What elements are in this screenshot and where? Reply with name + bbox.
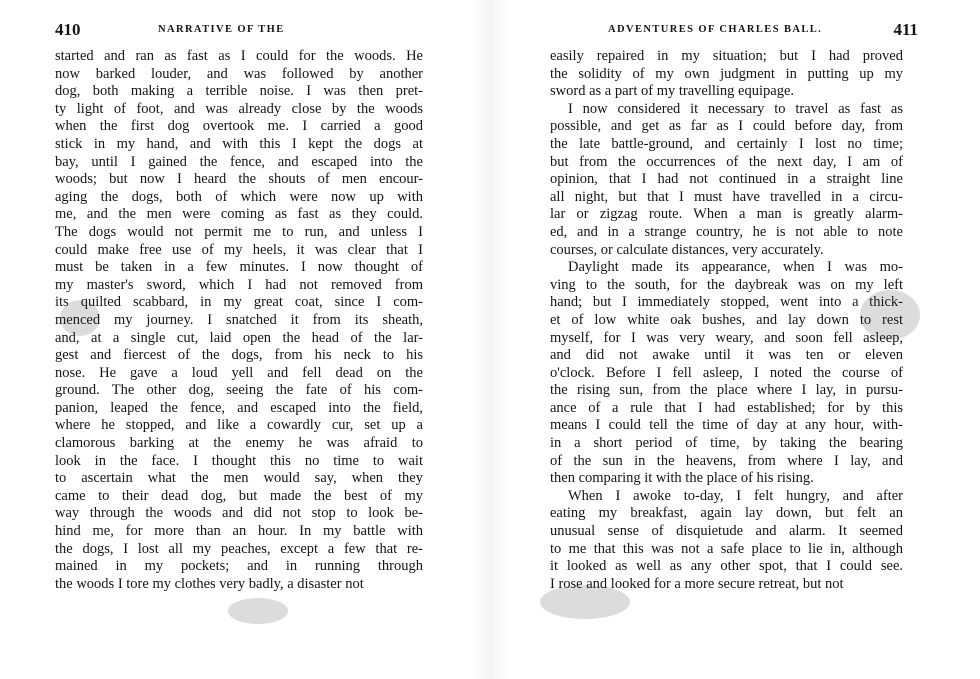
text-line: dog, both making a terrible noise. I was then pret- bbox=[55, 83, 423, 100]
text-line: ving to the south, for the daybreak was on my left bbox=[550, 276, 903, 293]
text-line: and, at a single cut, laid open the head of the lar- bbox=[55, 329, 423, 346]
right-page-text bbox=[550, 48, 903, 593]
text-line: its quilted scabbard, in my great coat, since I com- bbox=[55, 294, 423, 311]
text-line: hand; but I immediately stopped, went into a thick- bbox=[550, 294, 903, 311]
text-line: clamorous barking at the enemy he was afraid to bbox=[55, 435, 423, 452]
text-line: opinion, that I had not continued in a straight line bbox=[550, 171, 903, 188]
text-line: ance of a rule that I had established; for by this bbox=[550, 399, 903, 416]
text-line: The dogs would not permit me to run, and unless I bbox=[55, 223, 423, 240]
text-line: When I awoke to-day, I felt hungry, and after bbox=[568, 487, 903, 504]
text-line: gest and fiercest of the dogs, from his neck to his bbox=[55, 347, 423, 364]
text-line: Daylight made its appearance, when I was mo- bbox=[568, 259, 903, 276]
scan-speckle bbox=[228, 598, 288, 624]
text-line: unusual sense of disquietude and alarm. It seemed bbox=[550, 523, 903, 540]
text-line: when the first dog overtook me. I carried a good bbox=[55, 118, 423, 135]
text-line: aging the dogs, both of which were now up with bbox=[55, 188, 423, 205]
text-line: I now considered it necessary to travel as fast as bbox=[568, 100, 903, 117]
text-line: stick in my hand, and with this I kept the dogs at bbox=[55, 135, 423, 152]
text-line: to ascertain what the men would say, when they bbox=[55, 470, 423, 487]
text-line: lar or zigzag route. When a man is greatly alarm- bbox=[550, 206, 903, 223]
text-line: mained in my pockets; and in running through bbox=[55, 558, 423, 575]
text-line: then comparing it with the place of his rising. bbox=[550, 470, 814, 487]
text-line: could make free use of my heels, it was clear that I bbox=[55, 241, 423, 258]
text-line: the woods I tore my clothes very badly, a disaster not bbox=[55, 575, 364, 592]
left-page-number: 410 bbox=[55, 20, 81, 39]
text-line: ground. The other dog, seeing the fate of his com- bbox=[55, 382, 423, 399]
text-line: bay, until I gained the fence, and escaped into the bbox=[55, 153, 423, 170]
right-page-header bbox=[550, 20, 918, 42]
text-line: it looked as well as any other spot, that I could see. bbox=[550, 558, 903, 575]
text-line: to me that this was not a safe place to lie in, although bbox=[550, 540, 903, 557]
scan-speckle bbox=[60, 300, 100, 336]
text-line: means I could tell the time of day at any hour, with- bbox=[550, 417, 903, 434]
text-line: et of low white oak bushes, and lay down to rest bbox=[550, 311, 903, 328]
text-line: all night, but that I must have travelled in a circu- bbox=[550, 188, 903, 205]
text-line: but from the occurrences of the next day, I am of bbox=[550, 153, 903, 170]
text-line: easily repaired in my situation; but I had proved bbox=[550, 48, 903, 64]
text-line: must be taken in a few minutes. I now thought of bbox=[55, 259, 423, 276]
text-line: I rose and looked for a more secure retreat, but not bbox=[550, 575, 844, 592]
text-line: and did not awake until it was ten or eleven bbox=[550, 347, 903, 364]
scan-speckle bbox=[860, 290, 920, 340]
text-line: sword as a part of my travelling equipage. bbox=[550, 83, 795, 100]
text-line: of the sun in the heavens, from where I lay, and bbox=[550, 452, 903, 469]
text-line: the rising sun, from the place where I lay, in pursu- bbox=[550, 382, 903, 399]
left-page-header bbox=[55, 20, 435, 42]
text-line: myself, for I was very weary, and soon fell asleep, bbox=[550, 329, 903, 346]
text-line: woods; but now I heard the shouts of men encour- bbox=[55, 171, 423, 188]
text-line: o'clock. Before I fell asleep, I noted the course of bbox=[550, 364, 903, 381]
text-line: me, and the men were coming as fast as they could. bbox=[55, 206, 423, 223]
text-line: came to their dead dog, but made the best of my bbox=[55, 487, 423, 504]
right-page bbox=[490, 0, 980, 679]
text-line: hind me, for more than an hour. In my battle with bbox=[55, 523, 423, 540]
text-line: ty light of foot, and was already close by the woods bbox=[55, 100, 423, 117]
text-line: my master's sword, which I had not removed from bbox=[55, 276, 423, 293]
text-line: ed, and in a strange country, he is not able to note bbox=[550, 223, 903, 240]
text-line: way through the woods and did not stop to look be- bbox=[55, 505, 423, 522]
text-line: the late battle-ground, and certainly I lost no time; bbox=[550, 135, 903, 152]
text-line: possible, and get as far as I could before day, from bbox=[550, 118, 903, 135]
text-line: eating my breakfast, again lay down, but felt an bbox=[550, 505, 903, 522]
text-line: nose. He gave a loud yell and fell dead on the bbox=[55, 364, 423, 381]
text-line: the dogs, I lost all my peaches, except a few that re- bbox=[55, 540, 423, 557]
text-line: look in the face. I thought this no time to wait bbox=[55, 452, 423, 469]
text-line: courses, or calculate distances, very accurately. bbox=[550, 241, 824, 258]
left-running-head: NARRATIVE OF THE bbox=[158, 24, 285, 35]
text-line: started and ran as fast as I could for the woods. He bbox=[55, 48, 423, 64]
text-line: now barked louder, and was followed by another bbox=[55, 65, 423, 82]
text-line: the solidity of my own judgment in putting up my bbox=[550, 65, 903, 82]
text-line: where he stopped, and like a cowardly cur, set up a bbox=[55, 417, 423, 434]
right-page-number: 411 bbox=[893, 20, 918, 39]
text-line: panion, leaped the fence, and escaped into the field, bbox=[55, 399, 423, 416]
right-running-head: ADVENTURES OF CHARLES BALL. bbox=[608, 24, 823, 35]
text-line: menced my journey. I snatched it from its sheath, bbox=[55, 311, 423, 328]
left-page-text bbox=[55, 48, 423, 593]
text-line: in a short period of time, by taking the bearing bbox=[550, 435, 903, 452]
scan-speckle bbox=[540, 585, 630, 619]
